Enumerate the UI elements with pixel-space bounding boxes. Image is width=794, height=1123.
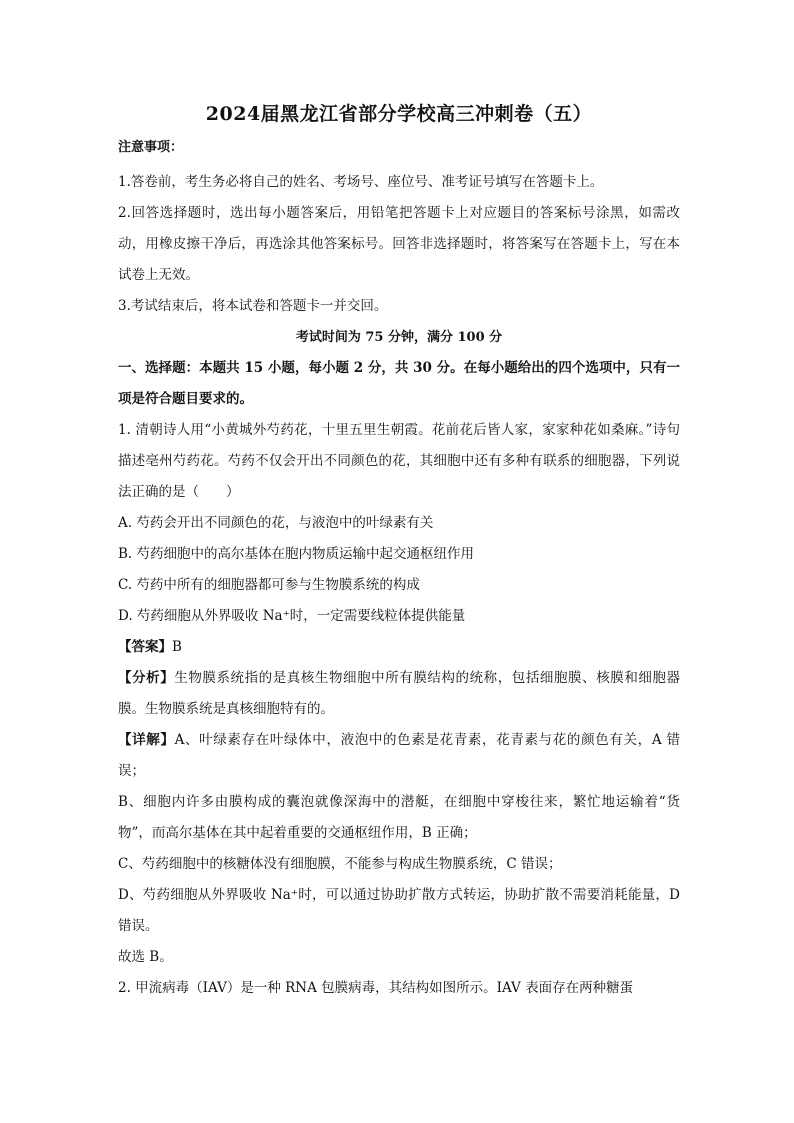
question-1-detail-d: D、芍药细胞从外界吸收 Na⁺时，可以通过协助扩散方式转运，协助扩散不需要消耗能量，D 错误。 <box>118 887 680 934</box>
detail-tag: 【详解】 <box>118 732 175 748</box>
notice-item: 3.考试结束后，将本试卷和答题卡一并交回。 <box>118 298 388 314</box>
question-1-conclusion: 故选 B。 <box>118 949 173 965</box>
question-1-detail-a <box>118 725 680 787</box>
question-2-stem: 2. 甲流病毒（IAV）是一种 RNA 包膜病毒，其结构如图所示。IAV 表面存在两种糖蛋 <box>118 980 634 996</box>
section-one-heading: 一、选择题：本题共 15 小题，每小题 2 分，共 30 分。在每小题给出的四个选项中，只有一项是符合题目要求的。 <box>118 360 680 407</box>
notice-item: 2.回答选择题时，选出每小题答案后，用铅笔把答题卡上对应题目的答案标号涂黑，如需改动，用橡皮擦干净后，再选涂其他答案标号。回答非选择题时，将答案写在答题卡上，写在本试卷上无效。 <box>118 205 680 283</box>
question-1-option-d: D. 芍药细胞从外界吸收 Na⁺时，一定需要线粒体提供能量 <box>118 608 466 624</box>
page-title: 2024届黑龙江省部分学校高三冲刺卷（五） <box>205 103 593 125</box>
question-1-option-c: C. 芍药中所有的细胞器都可参与生物膜系统的构成 <box>118 577 420 593</box>
question-1-option-a: A. 芍药会开出不同颜色的花，与液泡中的叶绿素有关 <box>118 515 434 531</box>
detail-line: A、叶绿素存在叶绿体中，液泡中的色素是花青素，花青素与花的颜色有关，A 错误； <box>118 732 681 779</box>
question-1-answer <box>118 632 680 663</box>
exam-info: 考试时间为 75 分钟，满分 100 分 <box>295 330 503 345</box>
analysis-text: 生物膜系统指的是真核生物细胞中所有膜结构的统称，包括细胞膜、核膜和细胞器膜。生物膜系统是真核细胞特有的。 <box>118 670 681 717</box>
notice-item: 1.答卷前，考生务必将自己的姓名、考场号、座位号、准考证号填写在答题卡上。 <box>118 174 604 190</box>
answer-tag: 【答案】 <box>118 639 172 655</box>
notice-heading: 注意事项： <box>118 140 184 155</box>
analysis-tag: 【分析】 <box>118 670 175 686</box>
question-1-analysis <box>118 663 680 725</box>
question-1-detail-c: C、芍药细胞中的核糖体没有细胞膜，不能参与构成生物膜系统，C 错误； <box>118 856 562 872</box>
page-content <box>118 100 680 1004</box>
question-1-stem: 1. 清朝诗人用“小黄城外芍药花，十里五里生朝霞。花前花后皆人家，家家种花如桑麻。”诗句描述亳州芍药花。芍药不仅会开出不同颜色的花，其细胞中还有多种有联系的细胞器，下列说法正确的是（ ） <box>118 422 680 500</box>
question-1-detail-b: B、细胞内许多由膜构成的囊泡就像深海中的潜艇，在细胞中穿梭往来，繁忙地运输着“货物”，而高尔基体在其中起着重要的交通枢纽作用，B 正确； <box>118 794 680 841</box>
question-1-option-b: B. 芍药细胞中的高尔基体在胞内物质运输中起交通枢纽作用 <box>118 546 475 562</box>
answer-value: B <box>172 639 182 655</box>
